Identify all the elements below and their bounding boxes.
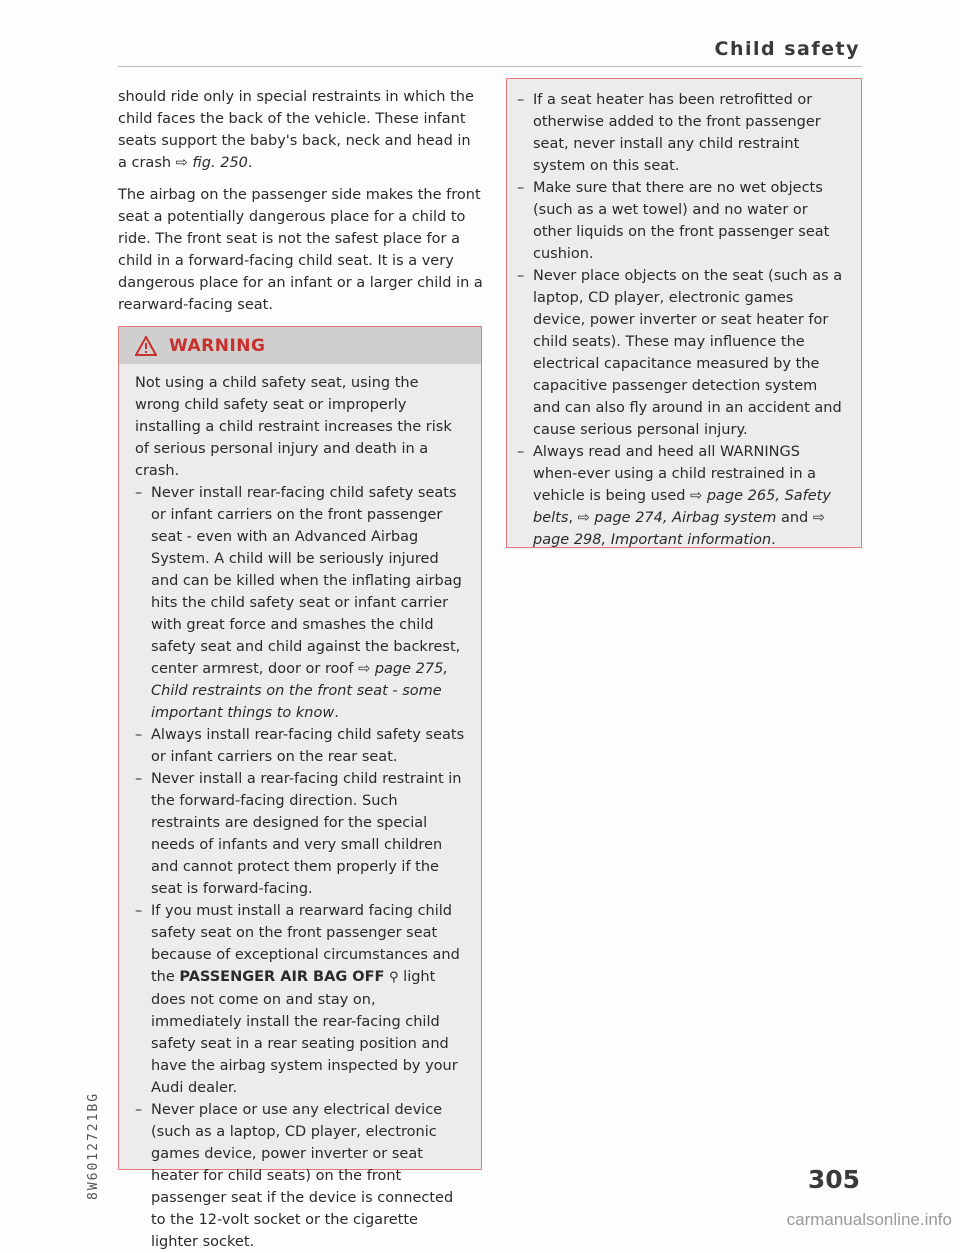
- warning-body: [119, 364, 481, 1253]
- right-item-4-end: .: [771, 532, 776, 548]
- warning-item-4-post: light does not come on and stay on, immediately install the rear-facing child safety seat in a rear seating position and have the airbag system inspected by your Audi dealer.: [151, 969, 458, 1096]
- paragraph-1: [118, 86, 484, 174]
- warning-title: WARNING: [169, 335, 266, 356]
- warning-item-3: – Never install a rear-facing child restraint in the forward-facing direction. Such restraints are designed for the special needs of infants and very small children and cannot protect them properly if the seat is forward-facing.: [135, 768, 467, 900]
- header-rule: [118, 66, 862, 67]
- section-title: Child safety: [714, 38, 860, 60]
- margin-document-code: 8W6012721BG: [86, 1091, 101, 1200]
- paragraph-1-text: should ride only in special restraints in which the child faces the back of the vehicle. These infant seats support the baby's back, neck and head in a crash: [118, 89, 474, 171]
- warning-intro: Not using a child safety seat, using the wrong child safety seat or improperly installing a child restraint increases the risk of serious personal injury and death in a crash.: [135, 375, 452, 479]
- page-265-reference-link[interactable]: ⇨ page 265, Safety belts: [533, 488, 831, 526]
- right-list: [507, 79, 861, 551]
- airbag-off-icon: ⚲: [389, 970, 399, 985]
- right-item-4-pre: Always read and heed all WARNINGS when-ever using a child restrained in a vehicle is being used: [533, 444, 817, 504]
- right-item-3: – Never place objects on the seat (such as a laptop, CD player, electronic games device, power inverter or seat heater for child seats). These may influence the electrical capacitance measured by the capacitive passenger detection system and can also fly around in an accident and cause serious personal injury.: [517, 265, 845, 441]
- warning-item-4-pre: If you must install a rearward facing child safety seat on the front passenger seat because of exceptional circumstances and the: [151, 903, 460, 985]
- warning-item-5: – Never place or use any electrical device (such as a laptop, CD player, electronic games device, power inverter or seat heater for child seats) on the front passenger seat if the device is connected to the 12-volt socket or the cigarette lighter socket.: [135, 1099, 467, 1253]
- paragraph-1-end: .: [247, 155, 253, 171]
- page-274-reference-link[interactable]: ⇨ page 274, Airbag system: [577, 510, 777, 526]
- right-item-1: – If a seat heater has been retrofitted or otherwise added to the front passenger seat, never install any child restraint system on this seat.: [517, 89, 845, 177]
- right-item-4-and: and: [776, 510, 813, 526]
- passenger-airbag-off-label: PASSENGER AIR BAG OFF: [179, 969, 385, 985]
- page-298-reference-link[interactable]: ⇨ page 298, Important information: [533, 510, 825, 548]
- warning-item-2: – Always install rear-facing child safety seats or infant carriers on the rear seat.: [135, 724, 467, 768]
- page-number: 305: [807, 1165, 860, 1194]
- watermark: carmanualsonline.info: [786, 1210, 952, 1229]
- warning-box: [118, 326, 482, 1250]
- left-column: [118, 86, 484, 326]
- warning-item-1: [135, 482, 467, 724]
- paragraph-2: The airbag on the passenger side makes the front seat a potentially dangerous place for a child to ride. The front seat is not the safest place for a child in a forward-facing child seat. It is a very dangerous place for an infant or a larger child in a rearward-facing seat.: [118, 187, 483, 313]
- right-item-4: [517, 441, 845, 551]
- warning-item-1-end: .: [334, 705, 339, 721]
- page-275-reference-link[interactable]: ⇨ page 275, Child restraints on the front seat - some important things to know: [151, 661, 448, 721]
- figure-reference-link[interactable]: ⇨ fig. 250: [175, 155, 248, 171]
- warning-item-1-text: Never install rear-facing child safety seats or infant carriers on the front passenger seat - even with an Advanced Airbag System. A child will be seriously injured and can be killed when the inflating airbag hits the child safety seat or infant carrier with great force and smashes the child safety seat and child against the backrest, center armrest, door or roof: [151, 485, 462, 677]
- warning-header: [119, 327, 481, 364]
- right-warning-continuation: [506, 78, 862, 548]
- right-item-2: – Make sure that there are no wet objects (such as a wet towel) and no water or other liquids on the front passenger seat cushion.: [517, 177, 845, 265]
- warning-list: [135, 482, 467, 1253]
- warning-triangle-icon: [135, 336, 157, 356]
- right-item-4-sep: ,: [568, 510, 578, 526]
- warning-item-4: [135, 900, 467, 1099]
